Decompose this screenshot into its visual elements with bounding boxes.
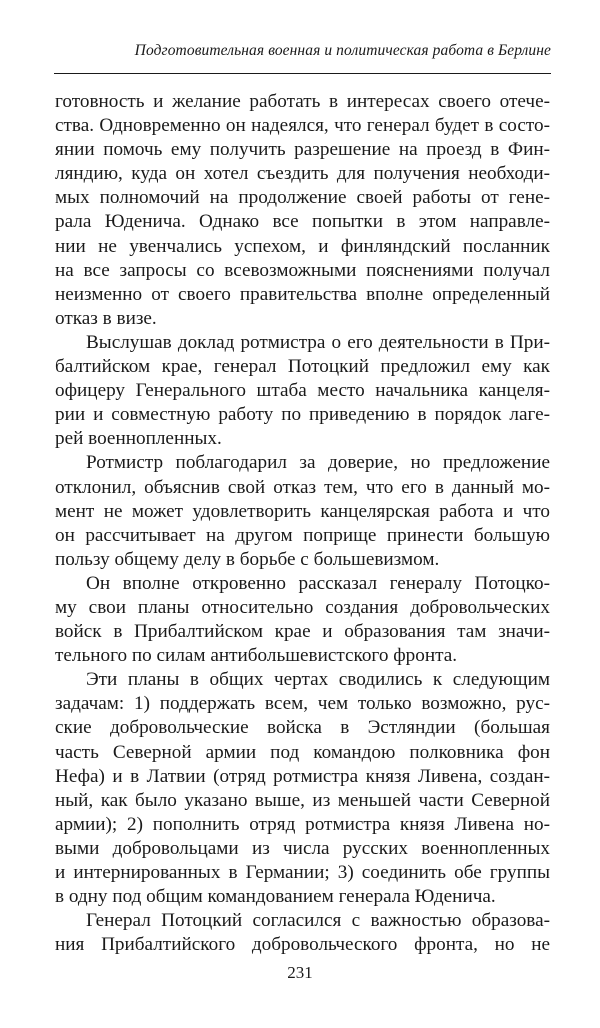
- text-line: Генерал Потоцкий согласился с важностью образова-: [86, 910, 550, 932]
- text-line: рей военнопленных.: [55, 428, 222, 450]
- text-line: Он вполне откровенно рассказал генералу Потоцко-: [86, 572, 550, 594]
- text-line: отклонил, объяснив свой отказ тем, что его в данный мо-: [55, 476, 550, 498]
- text-line: тельного по силам антибольшевистского фронта.: [55, 645, 458, 667]
- text-line: ские добровольческие войска в Эстляндии (большая: [55, 717, 550, 739]
- page-number: 231: [287, 963, 313, 982]
- text-line: ляндию, куда он хотел съездить для получения необходи-: [55, 163, 550, 185]
- text-line: Нефа) и в Латвии (отряд ротмистра князя Ливена, создан-: [55, 765, 550, 787]
- text-line: в одну под общим командованием генерала Юденича.: [55, 886, 496, 908]
- text-line: на все запросы со всевозможными пояснениями получал: [55, 259, 550, 281]
- text-line: часть Северной армии под командою полковника фон: [55, 741, 550, 763]
- text-line: армии); 2) пополнить отряд ротмистра князя Ливена но-: [55, 813, 550, 835]
- text-line: рии и совместную работу по приведению в порядок лаге-: [55, 404, 550, 426]
- text-line: пользу общему делу в борьбе с большевизмом.: [55, 548, 440, 570]
- text-line: он рассчитывает на другом поприще принести большую: [55, 524, 550, 546]
- text-line: балтийском крае, генерал Потоцкий предложил ему как: [55, 356, 550, 378]
- text-line: мых полномочий на продолжение своей работы от гене-: [55, 187, 550, 209]
- text-line: ния Прибалтийского добровольческого фронта, но не: [55, 934, 550, 956]
- text-line: ства. Одновременно он надеялся, что генерал будет в состо-: [55, 115, 550, 137]
- text-line: готовность и желание работать в интересах своего отече-: [55, 91, 550, 112]
- header-rule: [54, 73, 551, 74]
- text-line: Эти планы в общих чертах сводились к следующим: [86, 669, 550, 691]
- text-line: офицеру Генерального штаба место начальника канцеля-: [55, 380, 550, 402]
- text-line: Выслушав доклад ротмистра о его деятельности в При-: [86, 331, 550, 353]
- text-line: нии не увенчались успехом, и финляндский посланник: [55, 235, 550, 257]
- text-line: рала Юденича. Однако все попытки в этом направле-: [55, 211, 550, 233]
- text-line: выми добровольцами из числа русских военнопленных: [55, 837, 550, 859]
- text-line: задачам: 1) поддержать всем, чем только возможно, рус-: [55, 693, 550, 715]
- body-text: [55, 90, 550, 957]
- text-line: мент не может удовлетворить канцелярская работа и что: [55, 500, 550, 522]
- text-line: неизменно от своего правительства вполне определенный: [55, 283, 550, 305]
- text-line: ный, как было указано выше, из меньшей части Северной: [55, 789, 550, 811]
- text-line: му свои планы относительно создания добровольческих: [55, 596, 550, 618]
- text-line: Ротмистр поблагодарил за доверие, но предложение: [86, 452, 550, 474]
- text-line: войск в Прибалтийском крае и образования там значи-: [55, 621, 550, 643]
- running-header: Подготовительная военная и политическая работа в Берлине: [134, 42, 551, 59]
- text-line: отказ в визе.: [55, 307, 157, 329]
- text-line: янии помочь ему получить разрешение на проезд в Фин-: [55, 139, 550, 161]
- text-line: и интернированных в Германии; 3) соединить обе группы: [55, 862, 550, 883]
